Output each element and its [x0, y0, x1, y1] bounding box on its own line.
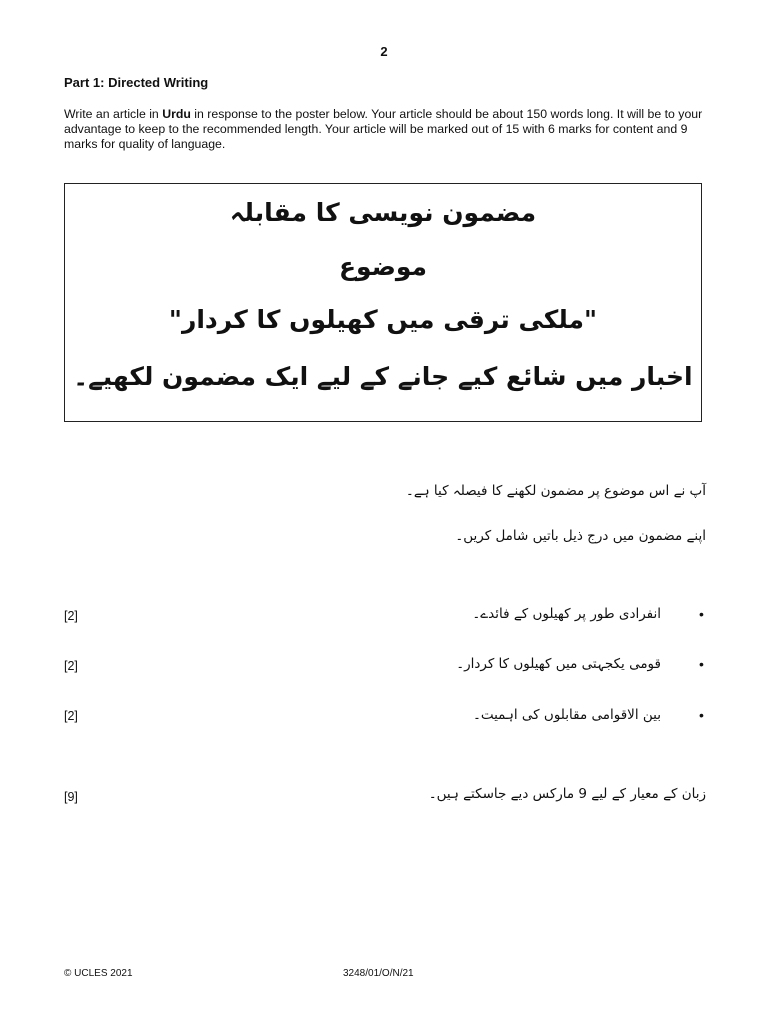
poster-title: مضمون نویسی کا مقابلہ [229, 198, 537, 227]
language-marks-text: زبان کے معیار کے لیے 9 مارکس دیے جاسکتے ہیں۔ [428, 786, 706, 802]
bullet-text: انفرادی طور پر کھیلوں کے فائدے۔ [472, 606, 661, 622]
poster-topic: "ملکی ترقی میں کھیلوں کا کردار" [168, 305, 598, 334]
poster-task: اخبار میں شائع کیے جانے کے لیے ایک مضمون لکھیے۔ [73, 362, 693, 391]
poster-box [64, 183, 702, 422]
task-intro-line-1: آپ نے اس موضوع پر مضمون لکھنے کا فیصلہ کیا ہے۔ [405, 483, 706, 499]
bullet-text: بین الاقوامی مقابلوں کی اہمیت۔ [472, 707, 661, 723]
instructions-suffix: in response to the poster below. Your article should be about 150 words long. It will be to your advantage to keep to the recommended length. Your article will be marked out of 15 with 6 marks for content and 9 marks for quality of language. [64, 107, 703, 151]
part-heading: Part 1: Directed Writing [64, 75, 209, 90]
instructions-paragraph [64, 107, 714, 152]
footer-copyright: © UCLES 2021 [64, 968, 133, 979]
bullet-marks: [2] [64, 659, 78, 673]
footer-paper-code: 3248/01/O/N/21 [343, 968, 414, 979]
bullet-marks: [2] [64, 709, 78, 723]
bullet-dot-icon: • [699, 606, 704, 622]
poster-topic-label: موضوع [338, 252, 428, 281]
language-marks-value: [9] [64, 790, 78, 804]
bullet-dot-icon: • [699, 707, 704, 723]
bullet-dot-icon: • [699, 656, 704, 672]
page-number: 2 [380, 44, 388, 59]
bullet-text: قومی یکجہتی میں کھیلوں کا کردار۔ [456, 656, 661, 672]
instructions-language: Urdu [162, 107, 191, 121]
bullet-marks: [2] [64, 609, 78, 623]
task-intro-line-2: اپنے مضمون میں درج ذیل باتیں شامل کریں۔ [455, 528, 706, 544]
instructions-prefix: Write an article in [64, 107, 163, 121]
